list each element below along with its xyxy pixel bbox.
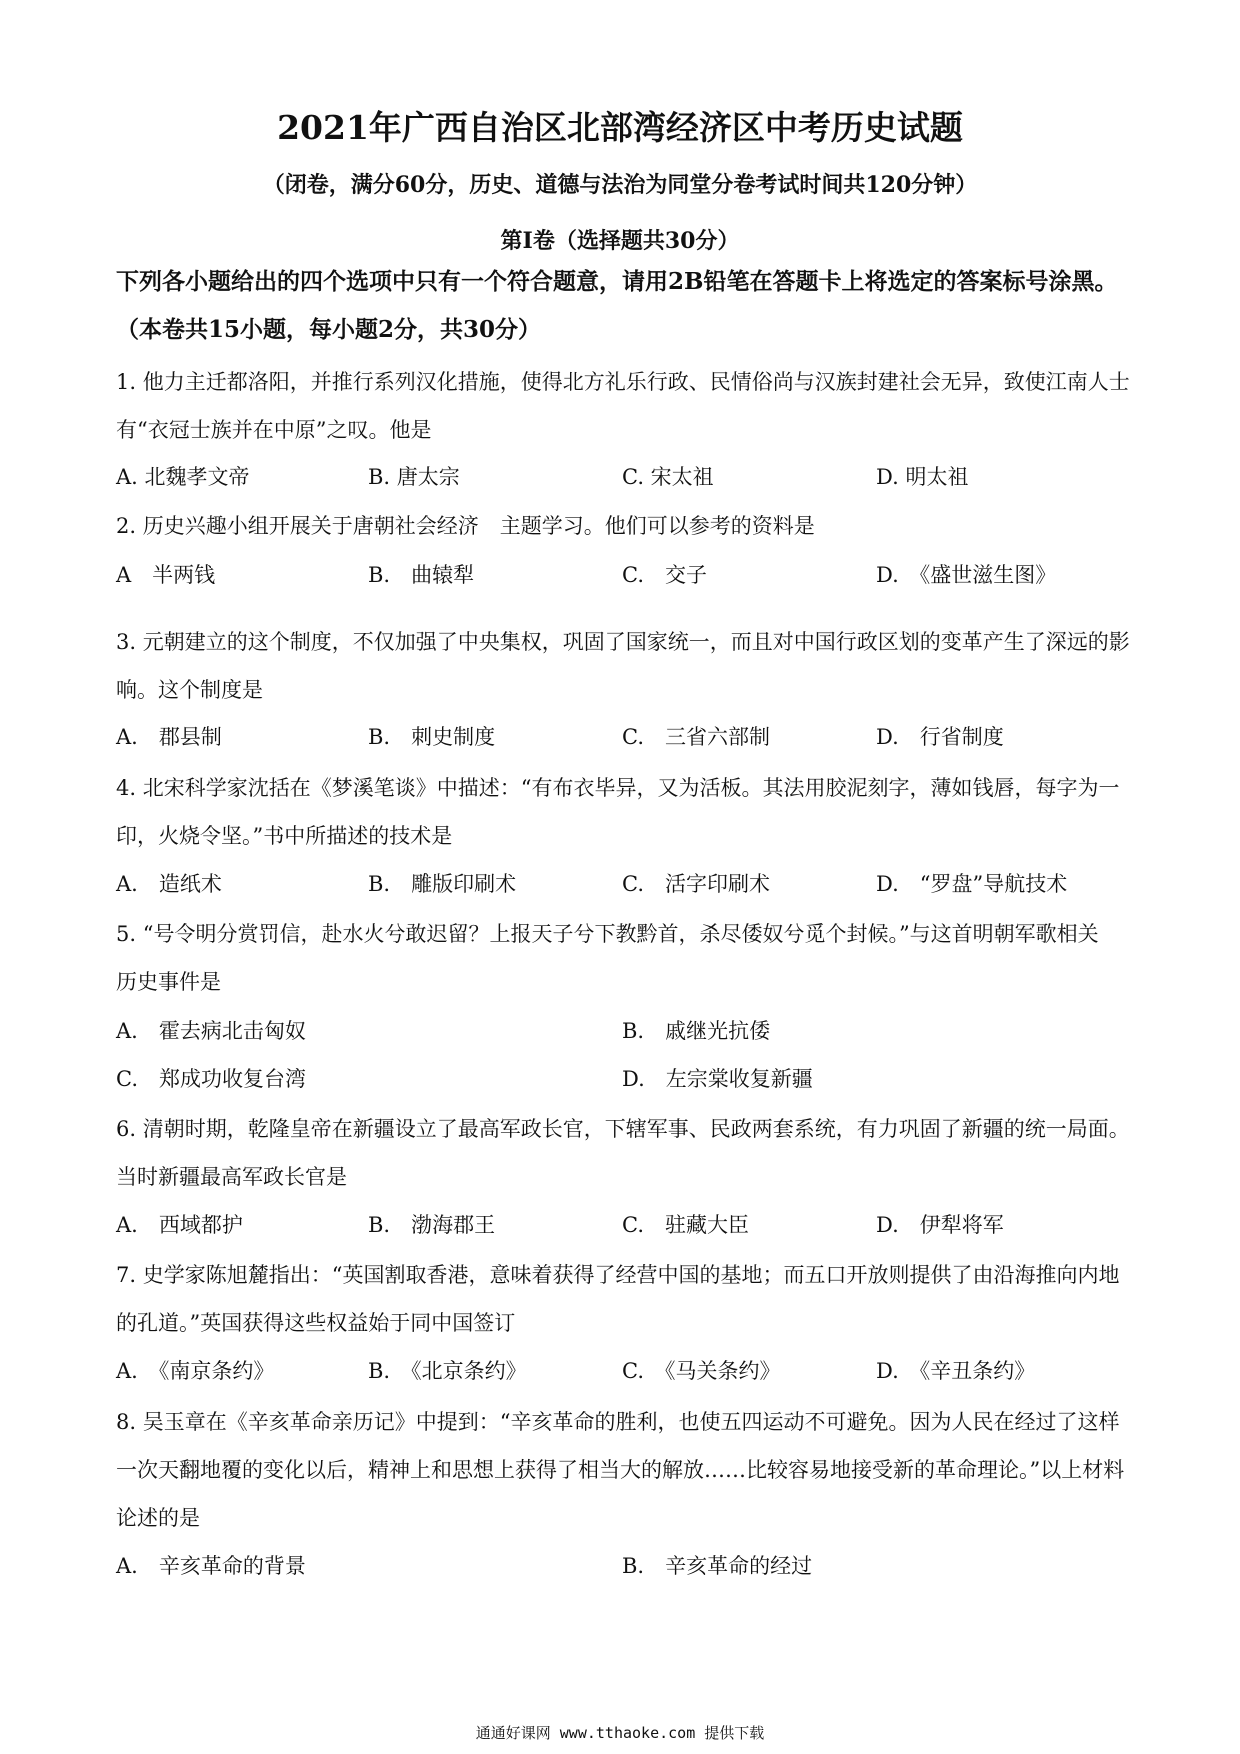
footer-watermark: 通通好课网 www.tthaoke.com 提供下载 bbox=[475, 1724, 765, 1742]
question-7-option-d: D. 《辛丑条约》 bbox=[876, 1359, 1036, 1383]
question-4-option-b: B. 雕版印刷术 bbox=[368, 872, 517, 896]
question-1-option-d: D. 明太祖 bbox=[876, 465, 969, 489]
question-2-option-d: D. 《盛世滋生图》 bbox=[876, 563, 1057, 587]
question-6-option-b: B. 渤海郡王 bbox=[368, 1213, 496, 1237]
question-5-option-d: D. 左宗棠收复新疆 bbox=[622, 1067, 813, 1091]
question-6-stem: 6. 清朝时期，乾隆皇帝在新疆设立了最高军政长官，下辖军事、民政两套系统，有力巩固了新疆的统一局面。当时新疆最高军政长官是 bbox=[116, 1117, 1130, 1189]
question-5-option-a: A. 霍去病北击匈奴 bbox=[116, 1019, 306, 1043]
question-2-option-a: A 半两钱 bbox=[116, 563, 216, 587]
question-3-option-c: C. 三省六部制 bbox=[622, 725, 770, 749]
question-3-option-d: D. 行省制度 bbox=[876, 725, 1004, 749]
question-1-stem: 1. 他力主迁都洛阳，并推行系列汉化措施，使得北方礼乐行政、民情俗尚与汉族封建社会无异，致使江南人士有“衣冠士族并在中原”之叹。他是 bbox=[116, 370, 1130, 442]
question-2-option-b: B. 曲辕犁 bbox=[368, 563, 475, 587]
question-7-option-b: B. 《北京条约》 bbox=[368, 1359, 527, 1383]
page-title: 2021年广西自治区北部湾经济区中考历史试题 bbox=[277, 108, 963, 147]
question-8-stem: 8. 吴玉章在《辛亥革命亲历记》中提到：“辛亥革命的胜利，也使五四运动不可避免。因为人民在经过了这样一次天翻地覆的变化以后，精神上和思想上获得了相当大的解放……比较容易地接受新的革命理论。”以上材料论述的是 bbox=[116, 1410, 1125, 1530]
question-5-stem: 5. “号令明分赏罚信，赴水火兮敢迟留？上报天子兮下教黔首，杀尽倭奴兮觅个封候。”与这首明朝军歌相关 历史事件是 bbox=[116, 922, 1120, 994]
question-8-option-b: B. 辛亥革命的经过 bbox=[622, 1554, 813, 1578]
question-3-option-b: B. 刺史制度 bbox=[368, 725, 496, 749]
question-3-option-a: A. 郡县制 bbox=[116, 725, 222, 749]
question-4-option-c: C. 活字印刷术 bbox=[622, 872, 770, 896]
exam-subtitle: （闭卷，满分60分，历史、道德与法治为同堂分卷考试时间共120分钟） bbox=[262, 172, 978, 198]
question-1-option-c: C. 宋太祖 bbox=[622, 465, 714, 489]
question-4-option-d: D. “罗盘”导航技术 bbox=[876, 872, 1068, 896]
question-8-option-a: A. 辛亥革命的背景 bbox=[116, 1554, 306, 1578]
question-5-option-b: B. 戚继光抗倭 bbox=[622, 1019, 771, 1043]
instructions: 下列各小题给出的四个选项中只有一个符合题意，请用2B铅笔在答题卡上将选定的答案标号涂黑。（本卷共15小题，每小题2分，共30分） bbox=[116, 268, 1118, 343]
question-2-option-c: C. 交子 bbox=[622, 563, 707, 587]
question-6-option-a: A. 西域都护 bbox=[116, 1213, 243, 1237]
question-7-option-c: C. 《马关条约》 bbox=[622, 1359, 781, 1383]
question-4-option-a: A. 造纸术 bbox=[116, 872, 222, 896]
question-1-option-b: B. 唐太宗 bbox=[368, 465, 460, 489]
question-7-option-a: A. 《南京条约》 bbox=[116, 1359, 275, 1383]
question-6-option-d: D. 伊犁将军 bbox=[876, 1213, 1004, 1237]
question-7-stem: 7. 史学家陈旭麓指出：“英国割取香港，意味着获得了经营中国的基地；而五口开放则提供了由沿海推向内地的孔道。”英国获得这些权益始于同中国签订 bbox=[116, 1263, 1120, 1335]
question-1-option-a: A. 北魏孝文帝 bbox=[116, 465, 250, 489]
question-3-stem: 3. 元朝建立的这个制度，不仅加强了中央集权，巩固了国家统一，而且对中国行政区划的变革产生了深远的影响。这个制度是 bbox=[116, 630, 1130, 702]
question-4-stem: 4. 北宋科学家沈括在《梦溪笔谈》中描述：“有布衣毕异，又为活板。其法用胶泥刻字，薄如钱唇，每字为一印，火烧令坚。”书中所描述的技术是 bbox=[116, 776, 1120, 848]
question-6-option-c: C. 驻藏大臣 bbox=[622, 1213, 749, 1237]
question-2-stem: 2. 历史兴趣小组开展关于唐朝社会经济 主题学习。他们可以参考的资料是 bbox=[116, 514, 815, 538]
section-heading: 第Ⅰ卷（选择题共30分） bbox=[500, 228, 740, 254]
question-5-option-c: C. 郑成功收复台湾 bbox=[116, 1067, 306, 1091]
